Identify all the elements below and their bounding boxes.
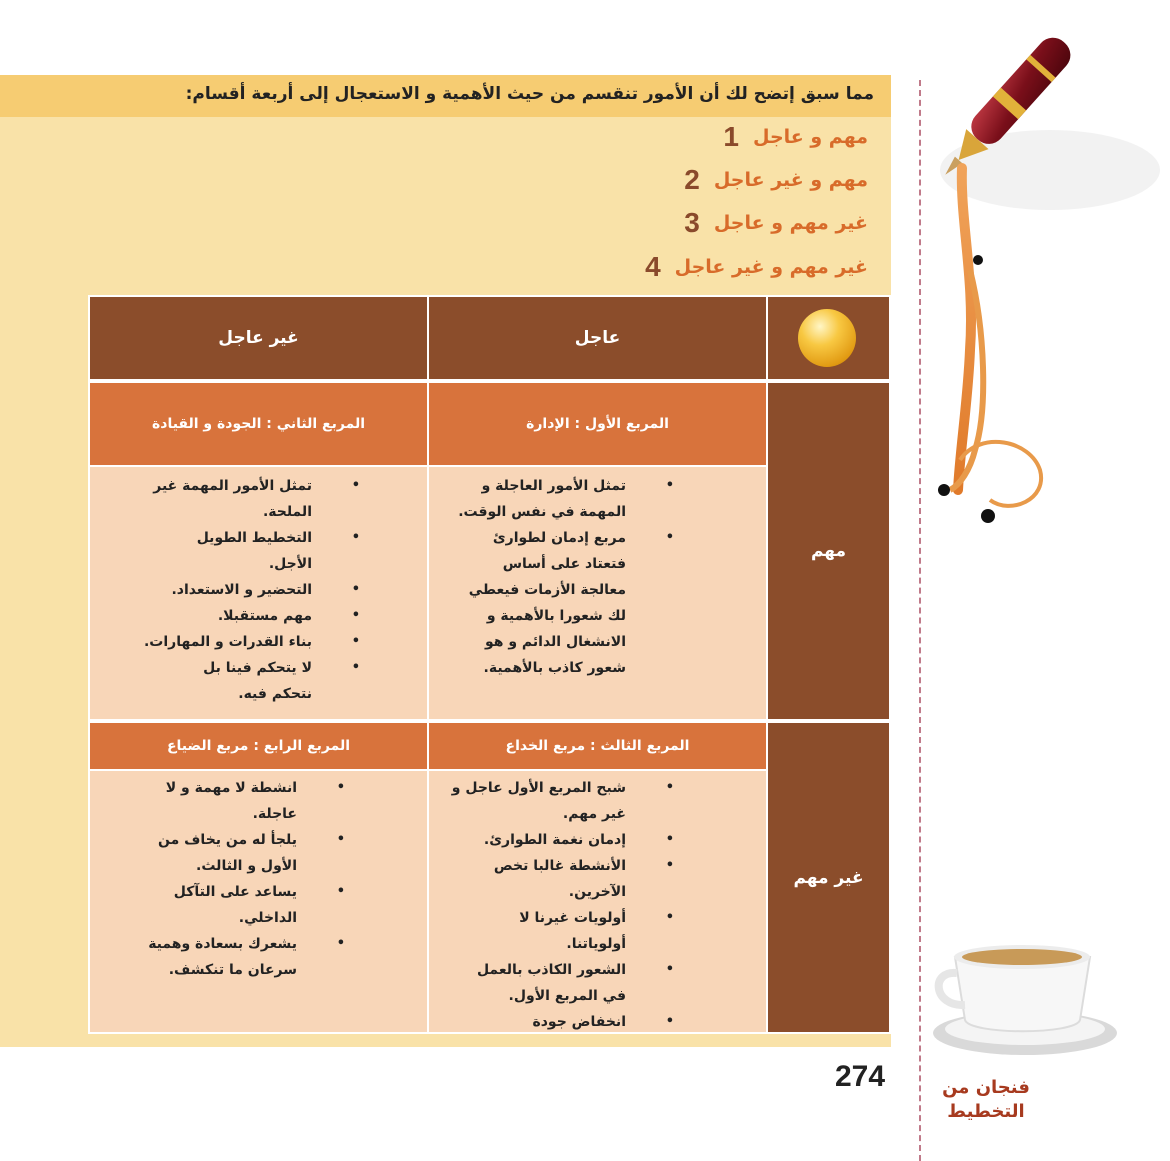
bullet-dot: • [665,478,674,493]
orb-icon [798,309,856,367]
bullet-dot: • [351,634,360,649]
bullet-dot: • [351,478,360,493]
bullet-dot: • [665,910,674,925]
bullet-item: الملحة. [262,504,312,520]
list-number: 3 [684,207,700,238]
bullet-list [102,473,360,707]
list-label: مهم و غير عاجل [713,169,868,191]
bullet-item: معالجة الأزمات فيعطي [468,582,626,598]
bullet-dot: • [351,582,360,597]
row-label-not-important: غير مهم [768,723,889,1032]
brand-title [936,1076,1036,1124]
list-item [684,163,868,197]
bullet-dot: • [665,962,674,977]
list-label: غير مهم و غير عاجل [674,256,868,278]
bullet-dot: • [665,1014,674,1029]
bullet-item: بناء القدرات و المهارات. • [102,629,312,655]
bullet-dot: • [665,780,674,795]
list-item [645,250,868,284]
bullet-dot: • [665,858,674,873]
bullet-item: غير مهم. [562,806,626,822]
bullet-item: نتحكم فيه. [238,686,312,702]
bullet-item: لا يتحكم فينا بل • [102,655,312,681]
bullet-item: يلجأ له من يخاف من • [102,827,297,853]
bullet-item: مربع إدمان لطوارئ • [441,525,626,551]
bullet-item: الأول و الثالث. [196,858,297,874]
bullet-item: تمثل الأمور المهمة غير • [102,473,312,499]
bullet-item: الأنشطة غالبا تخص • [431,853,626,879]
bullet-item: الداخلي. [238,910,297,926]
bullet-dot: • [336,884,345,899]
quadrant-2-title: المربع الثاني : الجودة و القيادة [90,383,427,465]
bullet-list [102,775,345,983]
bullet-item: التحضير و الاستعداد. • [102,577,312,603]
bullet-dot: • [351,608,360,623]
header-corner [768,297,889,379]
brand-line: التخطيط [947,1101,1025,1122]
bullet-item: انخفاض جودة • [431,1009,626,1035]
bullet-dot: • [665,832,674,847]
bullet-dot: • [336,780,345,795]
bullet-item: لك شعورا بالأهمية و [486,608,626,624]
bullet-item: سرعان ما تنكشف. [168,962,297,978]
list-number: 2 [684,164,700,195]
header-not-urgent: غير عاجل [90,297,427,379]
bullet-item: أولويات غيرنا لا • [431,905,626,931]
quadrant-1-title: المربع الأول : الإدارة [429,383,766,465]
list-item [723,120,868,154]
quadrant-4-body [90,771,427,1032]
row-label-important: مهم [768,383,889,719]
bullet-item: شبح المربع الأول عاجل و • [431,775,626,801]
bullet-item: انشطة لا مهمة و لا • [102,775,297,801]
page-number: 274 [835,1060,886,1093]
bullet-item: فتعتاد على أساس [502,556,626,572]
bullet-item: تمثل الأمور العاجلة و • [441,473,626,499]
bullet-item: إدمان نغمة الطوارئ. • [431,827,626,853]
bullet-item: الشعور الكاذب بالعمل • [431,957,626,983]
bullet-item: يساعد على التآكل • [102,879,297,905]
page-divider [919,80,921,1161]
bullet-item: عاجلة. [252,806,297,822]
bullet-dot: • [351,530,360,545]
list-label: غير مهم و عاجل [713,212,868,234]
fountain-pen-icon [930,30,1170,530]
bullet-item: شعور كاذب بالأهمية. [483,660,626,676]
intro-text: مما سبق إتضح لك أن الأمور تنقسم من حيث الأهمية و الاستعجال إلى أربعة أقسام: [185,84,874,104]
bullet-item: المهمة في نفس الوقت. [458,504,626,520]
priority-matrix [88,295,891,1034]
bullet-list [441,473,674,681]
bullet-item: يشعرك بسعادة وهمية • [102,931,297,957]
bullet-dot: • [336,936,345,951]
quadrant-3-body [429,771,766,1032]
quadrant-2-body [90,467,427,719]
quadrant-4-title: المربع الرابع : مربع الضياع [90,723,427,769]
bullet-item: في المربع الأول. [508,988,626,1004]
coffee-cup-icon [925,935,1120,1065]
bullet-item: الأجل. [268,556,312,572]
bullet-list [431,775,674,1035]
bullet-dot: • [665,530,674,545]
header-urgent: عاجل [429,297,766,379]
list-number: 4 [645,251,661,282]
list-label: مهم و عاجل [752,126,868,148]
quadrant-1-body [429,467,766,719]
bullet-item: أولوياتنا. [566,936,626,952]
list-item [684,206,868,240]
bullet-item: الانشغال الدائم و هو [484,634,626,650]
quadrant-3-title: المربع الثالث : مربع الخداع [429,723,766,769]
brand-line: فنجان من [942,1077,1030,1098]
bullet-dot: • [336,832,345,847]
bullet-item: مهم مستقبلا. • [102,603,312,629]
bullet-item: الآخرين. [568,884,626,900]
list-number: 1 [723,121,739,152]
bullet-item: التخطيط الطويل • [102,525,312,551]
bullet-dot: • [351,660,360,675]
